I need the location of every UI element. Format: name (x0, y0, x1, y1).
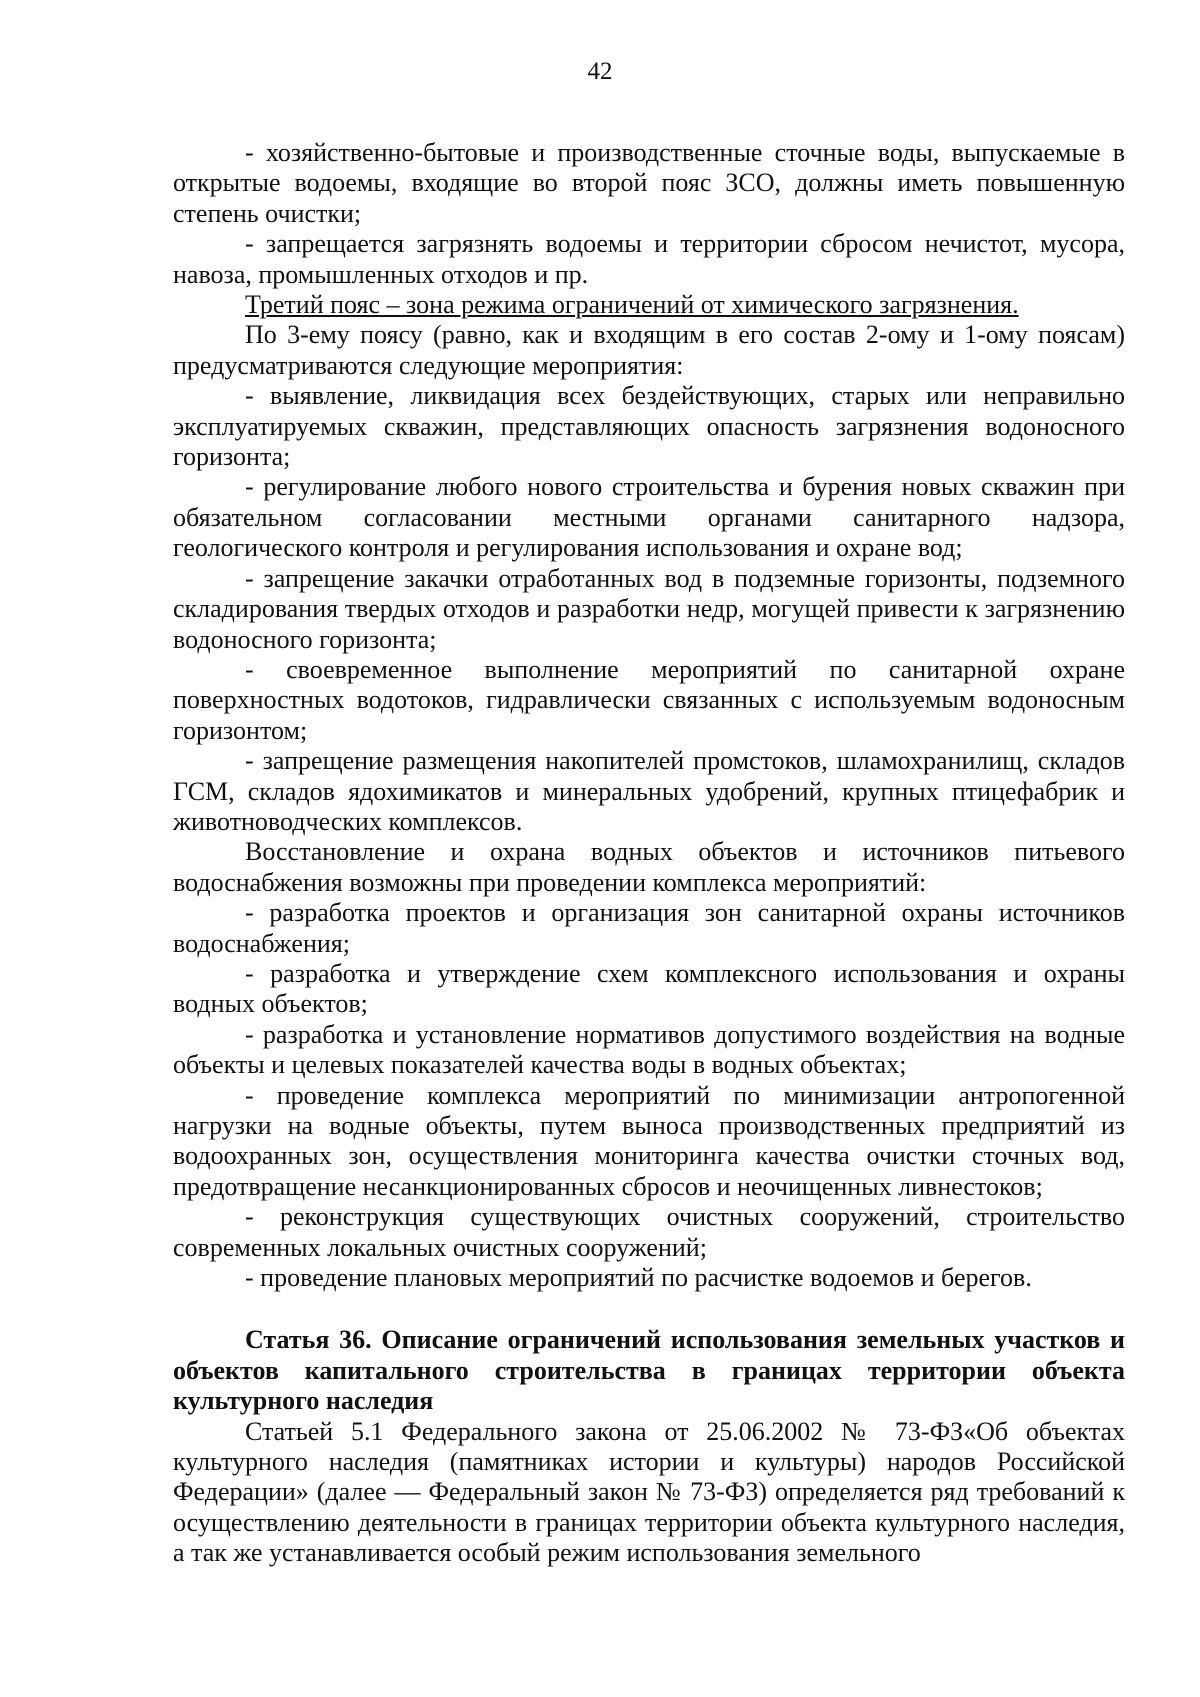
paragraph: - запрещение закачки отработанных вод в подземные горизонты, подземного складирования твердых отходов и разработки недр, могущей привести к загрязнению водоносного горизонта; (173, 563, 1125, 654)
paragraph: - выявление, ликвидация всех бездействующих, старых или неправильно эксплуатируемых скважин, представляющих опасность загрязнения водоносного горизонта; (173, 381, 1125, 472)
paragraph: - разработка и установление нормативов допустимого воздействия на водные объекты и целевых показателей качества воды в водных объектах; (173, 1019, 1125, 1080)
page-number: 42 (587, 58, 613, 85)
paragraph: - проведение плановых мероприятий по расчистке водоемов и берегов. (245, 1263, 1032, 1293)
paragraph: - реконструкция существующих очистных сооружений, строительство современных локальных очистных сооружений; (173, 1202, 1125, 1262)
paragraph: Статьей 5.1 Федерального закона от 25.06.2002 № 73-ФЗ«Об объектах культурного наследия (памятниках истории и культуры) народов Российской Федерации» (далее — Федеральный закон № 73-ФЗ) определяется ряд требований к осуществлению деятельности в границах территории объекта культурного наследия, а так же устанавливается особый режим использования земельного (173, 1416, 1125, 1568)
paragraph: По 3-ему поясу (равно, как и входящим в его состав 2-ому и 1-ому поясам) предусматриваются следующие мероприятия: (173, 320, 1125, 380)
paragraph: Восстановление и охрана водных объектов и источников питьевого водоснабжения возможны при проведении комплекса мероприятий: (173, 837, 1125, 897)
zone-subheading-text: Третий пояс – зона режима ограничений от химического загрязнения. (245, 290, 1019, 320)
paragraph: - разработка и утверждение схем комплексного использования и охраны водных объектов; (173, 958, 1125, 1019)
document-body (173, 138, 1125, 1569)
paragraph: - хозяйственно-бытовые и производственные сточные воды, выпускаемые в открытые водоемы, входящие во второй пояс ЗСО, должны иметь повышенную степень очистки; (173, 138, 1125, 228)
paragraph: - разработка проектов и организация зон санитарной охраны источников водоснабжения; (173, 898, 1125, 958)
paragraph: - регулирование любого нового строительства и бурения новых скважин при обязательном согласовании местными органами санитарного надзора, геологического контроля и регулирования использования и охране вод; (173, 472, 1125, 563)
zone-subheading (173, 290, 1125, 320)
article-heading: Статья 36. Описание ограничений использования земельных участков и объектов капитального строительства в границах территории объекта культурного наследия (173, 1325, 1125, 1416)
paragraph: - своевременное выполнение мероприятий по санитарной охране поверхностных водотоков, гидравлически связанных с используемым водоносным горизонтом; (173, 654, 1125, 745)
paragraph: - запрещение размещения накопителей промстоков, шламохранилищ, складов ГСМ, складов ядохимикатов и минеральных удобрений, крупных птицефабрик и животноводческих комплексов. (173, 746, 1125, 836)
paragraph: - проведение комплекса мероприятий по минимизации антропогенной нагрузки на водные объекты, путем выноса производственных предприятий из водоохранных зон, осуществления мониторинга качества очистки сточных вод, предотвращение несанкционированных сбросов и неочищенных ливнестоков; (173, 1080, 1125, 1201)
paragraph: - запрещается загрязнять водоемы и территории сбросом нечистот, мусора, навоза, промышленных отходов и пр. (173, 229, 1125, 289)
